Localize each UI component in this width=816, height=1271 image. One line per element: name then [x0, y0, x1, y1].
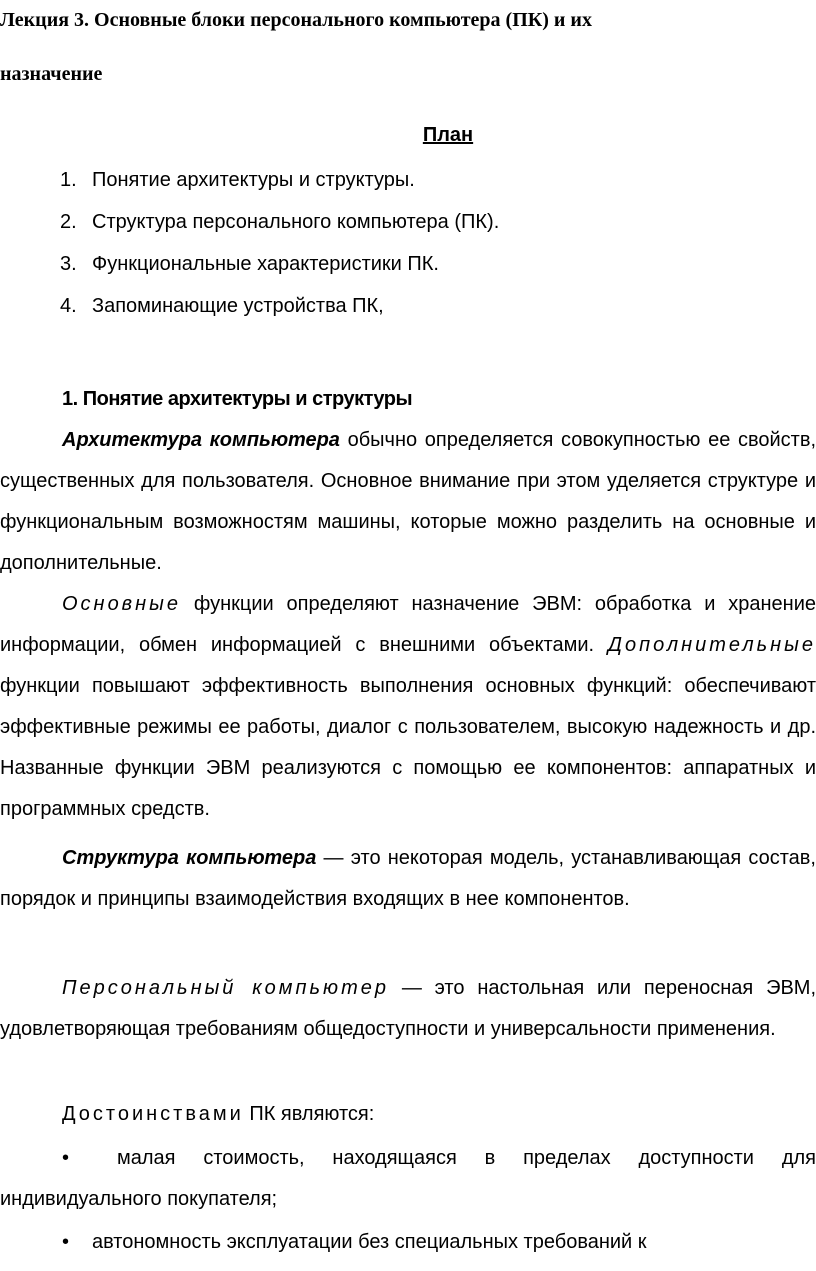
term-architecture: Архитектура компьютера: [62, 429, 340, 451]
plan-item-text: Структура персонального компьютера (ПК).: [92, 211, 500, 233]
paragraph-text: — это настольная или переносная ЭВМ, удовлетворяющая требованиям общедоступности и универсальности применения.: [0, 977, 816, 1040]
plan-item-text: Функциональные характеристики ПК.: [92, 253, 439, 275]
plan-item: [60, 163, 415, 197]
lecture-title-line-1: Лекция 3. Основные блоки персонального компьютера (ПК) и их: [0, 9, 592, 31]
term-structure: Структура компьютера: [62, 847, 317, 869]
lecture-title-line-2: назначение: [0, 63, 103, 85]
paragraph-text: — это некоторая модель, устанавливающая состав, порядок и принципы взаимодействия входящих в нее компонентов.: [0, 847, 816, 910]
plan-item-number: 4.: [60, 295, 77, 317]
paragraph-architecture: [0, 420, 816, 584]
bullet-text: автономность эксплуатации без специальных требований к: [92, 1231, 647, 1253]
paragraph-functions: [0, 584, 816, 830]
paragraph-text: обычно определяется совокупностью ее свойств, существенных для пользователя. Основное внимание при этом уделяется структуре и функциональным возможностям машины, которые можно разделить на основные и дополнительные.: [0, 429, 816, 574]
plan-item-number: 2.: [60, 211, 77, 233]
term-advantages: Достоинствами: [62, 1103, 244, 1125]
plan-heading: План: [422, 124, 474, 146]
section-heading: 1. Понятие архитектуры и структуры: [62, 388, 413, 410]
term-personal-computer: Персональный компьютер: [62, 977, 389, 999]
plan-item-number: 1.: [60, 169, 77, 191]
term-basic: Основные: [62, 593, 181, 615]
plan-item: [60, 289, 384, 323]
plan-item-text: Запоминающие устройства ПК,: [92, 295, 384, 317]
bullet-item: [0, 1222, 816, 1263]
bullet-text: малая стоимость, находящаяся в пределах доступности для индивидуального покупателя;: [0, 1147, 816, 1210]
paragraph-structure: [0, 838, 816, 920]
term-additional: Дополнительные: [607, 634, 816, 656]
plan-item-text: Понятие архитектуры и структуры.: [92, 169, 415, 191]
plan-item: [60, 247, 439, 281]
plan-item-number: 3.: [60, 253, 77, 275]
bullet-item: [0, 1138, 816, 1220]
paragraph-text: ПК являются:: [243, 1103, 375, 1125]
paragraph-text: функции повышают эффективность выполнения основных функций: обеспечивают эффективные режимы ее работы, диалог с пользователем, высокую надежность и др. Названные функции ЭВМ реализуются с помощью ее компонентов: аппаратных и программных средств.: [0, 675, 816, 820]
plan-item: [60, 205, 499, 239]
paragraph-personal-computer: [0, 968, 816, 1050]
bullet-marker: •: [62, 1147, 70, 1169]
bullet-marker: •: [62, 1231, 70, 1253]
paragraph-text: функции определяют назначение ЭВМ: обработка и хранение информации, обмен информацией с внешними объектами.: [0, 593, 816, 656]
paragraph-advantages: [0, 1094, 816, 1135]
